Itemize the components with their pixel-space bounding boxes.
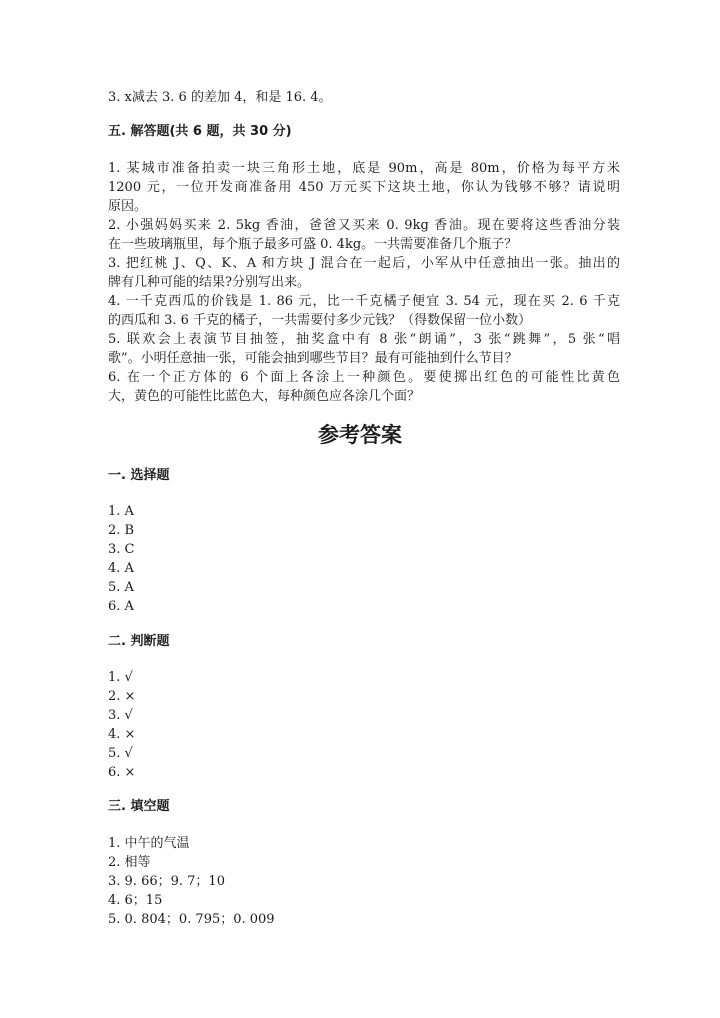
answer-item: 4. × (108, 727, 136, 742)
problem-line: 歌”。小明任意抽一张，可能会抽到哪些节目？最有可能抽到什么节目？ (108, 351, 518, 366)
problem-line: 原因。 (108, 199, 148, 214)
problem-line: 1. 某城市准备拍卖一块三角形土地，底是 90m，高是 80m，价格为每平方米 (108, 161, 620, 176)
answer-item: 1. A (108, 504, 134, 519)
answer-key-title: 参考答案 (318, 423, 402, 447)
answer-item: 5. A (108, 580, 134, 595)
problem-line: 的西瓜和 3. 6 千克的橘子，一共需要付多少元钱？（得数保留一位小数） (108, 313, 532, 328)
answer-item: 3. C (108, 542, 135, 557)
section-5-heading: 五. 解答题(共 6 题，共 30 分) (108, 124, 292, 139)
problem-line: 1200 元，一位开发商准备用 450 万元买下这块土地，你认为钱够不够？请说明 (108, 180, 620, 195)
problem-line: 3. 把红桃 J、Q、K、A 和方块 J 混合在一起后，小军从中任意抽出一张。抽出的 (108, 256, 620, 271)
answer-item: 3. √ (108, 708, 133, 723)
answer-item: 3. 9. 66；9. 7；10 (108, 874, 225, 889)
answers-section-2-heading: 二. 判断题 (108, 634, 170, 649)
problem-line: 在一些玻璃瓶里，每个瓶子最多可盛 0. 4kg。一共需要准备几个瓶子？ (108, 237, 518, 252)
problem-line: 大，黄色的可能性比蓝色大，每种颜色应各涂几个面？ (108, 389, 421, 404)
answers-section-1-heading: 一. 选择题 (108, 468, 170, 483)
answer-item: 5. 0. 804；0. 795；0. 009 (108, 912, 275, 927)
answer-item: 1. √ (108, 670, 133, 685)
problem-line: 2. 小强妈妈买来 2. 5kg 香油，爸爸又买来 0. 9kg 香油。现在要将这些香油分装 (108, 218, 620, 233)
answer-item: 2. 相等 (108, 855, 151, 870)
problem-line: 4. 一千克西瓜的价钱是 1. 86 元，比一千克橘子便宜 3. 54 元，现在买 2. 6 千克 (108, 294, 620, 309)
question-3-text: 3. x减去 3. 6 的差加 4，和是 16. 4。 (108, 90, 332, 105)
problem-line: 6. 在一个正方体的 6 个面上各涂上一种颜色。要使掷出红色的可能性比黄色 (108, 370, 620, 385)
answer-item: 6. A (108, 599, 134, 614)
answer-item: 2. × (108, 689, 136, 704)
answer-item: 1. 中午的气温 (108, 836, 190, 851)
answer-item: 5. √ (108, 746, 133, 761)
answers-section-3-heading: 三. 填空题 (108, 799, 170, 814)
answer-item: 2. B (108, 523, 135, 538)
problem-line: 牌有几种可能的结果?分别写出来。 (108, 275, 310, 290)
answer-item: 4. 6；15 (108, 893, 163, 908)
answer-item: 4. A (108, 561, 134, 576)
answer-item: 6. × (108, 765, 136, 780)
problem-line: 5. 联欢会上表演节目抽签，抽奖盒中有 8 张“朗诵”，3 张“跳舞”，5 张“唱 (108, 332, 620, 347)
